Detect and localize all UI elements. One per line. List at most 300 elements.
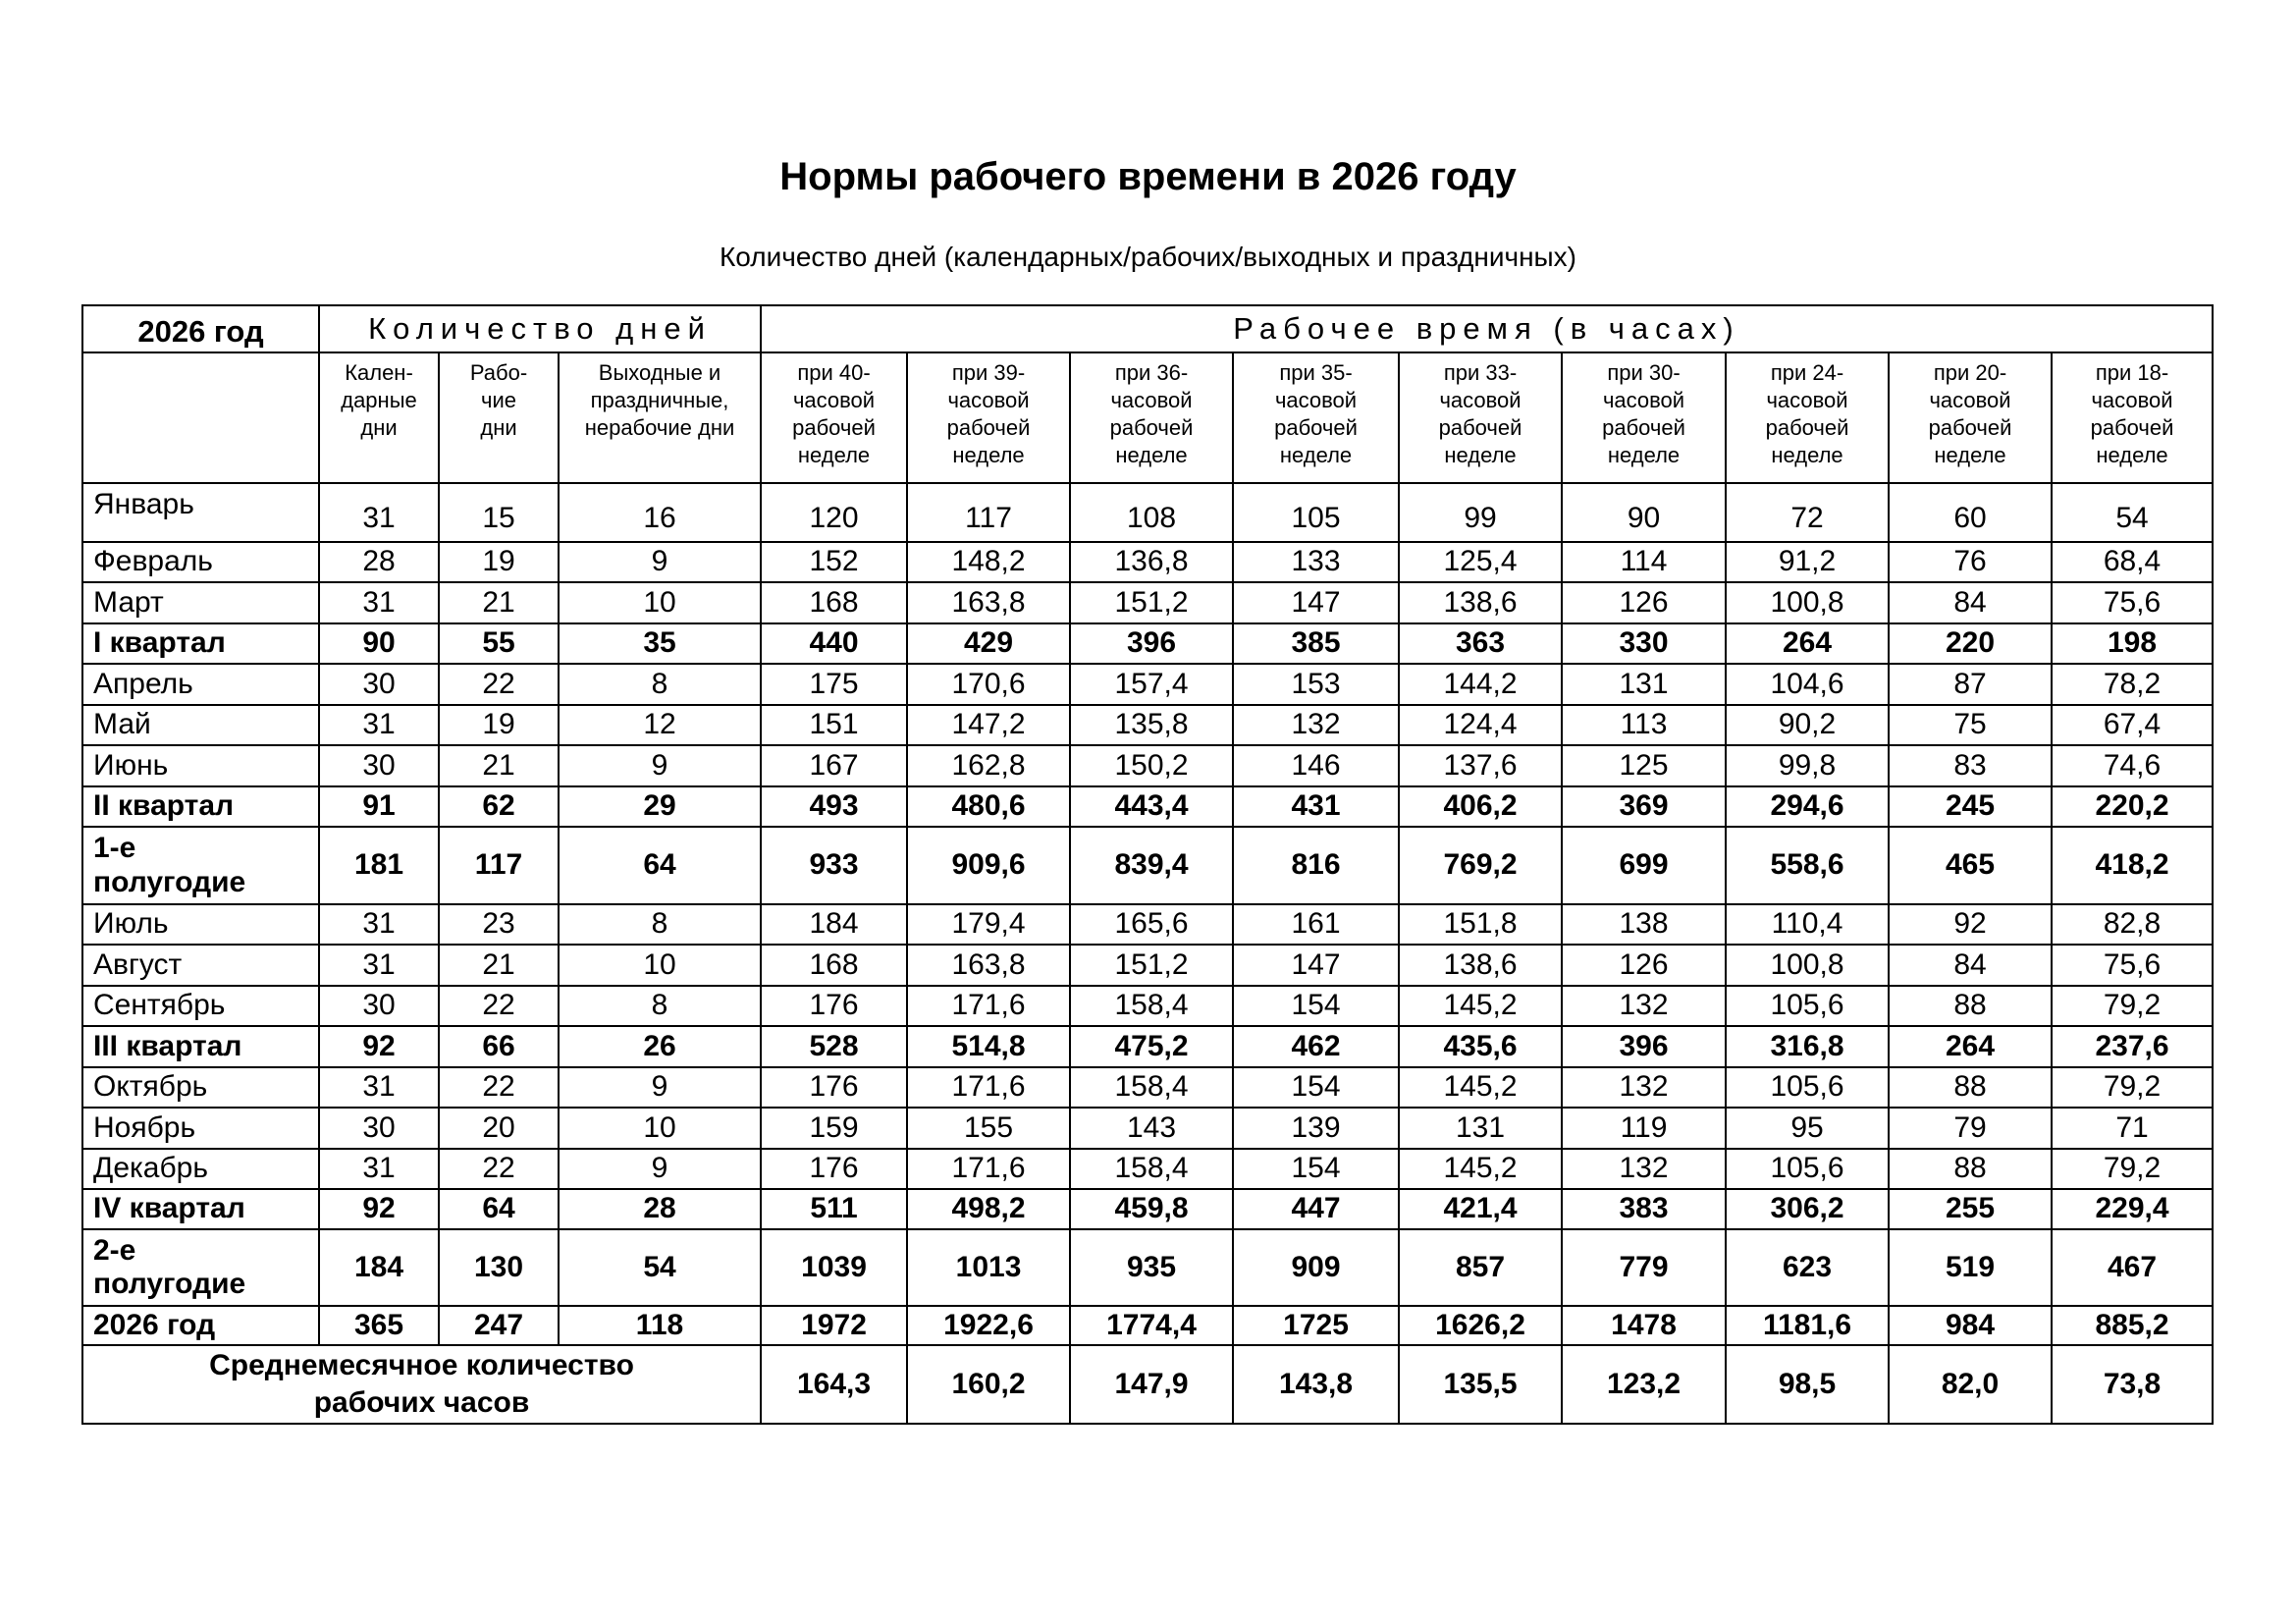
average-label-line: Среднемесячное количество bbox=[209, 1349, 634, 1381]
table-cell: 105,6 bbox=[1726, 1149, 1889, 1189]
table-row bbox=[82, 542, 2213, 582]
table-cell: 168 bbox=[761, 945, 907, 986]
header-line: неделе bbox=[1115, 443, 1188, 467]
table-cell: 316,8 bbox=[1726, 1026, 1889, 1067]
table-cell: 1774,4 bbox=[1070, 1306, 1233, 1345]
table-cell: 125,4 bbox=[1399, 542, 1562, 582]
table-cell: 126 bbox=[1562, 582, 1726, 623]
header-row-groups bbox=[82, 305, 2213, 352]
row-label-line: 2026 год bbox=[93, 1308, 216, 1341]
header-line: дни bbox=[480, 415, 517, 440]
table-cell: 21 bbox=[439, 745, 559, 786]
table-cell: 31 bbox=[319, 582, 439, 623]
table-cell: 104,6 bbox=[1726, 664, 1889, 705]
header-line: неделе bbox=[1444, 443, 1517, 467]
table-cell: 157,4 bbox=[1070, 664, 1233, 705]
table-cell: 145,2 bbox=[1399, 986, 1562, 1026]
table-row bbox=[82, 745, 2213, 786]
row-label-line: Ноябрь bbox=[93, 1110, 196, 1144]
table-cell: 23 bbox=[439, 904, 559, 945]
table-cell: 22 bbox=[439, 664, 559, 705]
table-cell: 184 bbox=[319, 1229, 439, 1306]
table-cell: 90,2 bbox=[1726, 705, 1889, 745]
table-cell: 144,2 bbox=[1399, 664, 1562, 705]
table-cell: 78,2 bbox=[2052, 664, 2213, 705]
table-cell: 88 bbox=[1889, 986, 2052, 1026]
page-title: Нормы рабочего времени в 2026 году bbox=[779, 155, 1517, 198]
row-label bbox=[82, 542, 319, 582]
table-cell: 105 bbox=[1233, 483, 1399, 542]
table-cell: 769,2 bbox=[1399, 827, 1562, 904]
row-label bbox=[82, 786, 319, 827]
table-cell: 459,8 bbox=[1070, 1189, 1233, 1229]
table-row bbox=[82, 1067, 2213, 1108]
table-cell: 175 bbox=[761, 664, 907, 705]
table-row bbox=[82, 1108, 2213, 1149]
header-line: часовой bbox=[1274, 388, 1358, 412]
header-line: рабочей bbox=[1438, 415, 1522, 440]
header-line: часовой bbox=[1766, 388, 1848, 412]
header-line: часовой bbox=[947, 388, 1030, 412]
table-cell: 35 bbox=[559, 623, 761, 664]
table-row bbox=[82, 986, 2213, 1026]
table-cell: 1478 bbox=[1562, 1306, 1726, 1345]
table-cell: 264 bbox=[1726, 623, 1889, 664]
table-cell: 84 bbox=[1889, 945, 2052, 986]
table-cell: 90 bbox=[319, 623, 439, 664]
table-cell: 179,4 bbox=[907, 904, 1070, 945]
table-cell: 237,6 bbox=[2052, 1026, 2213, 1067]
table-cell: 465 bbox=[1889, 827, 2052, 904]
header-calendar-days bbox=[319, 352, 439, 483]
table-row bbox=[82, 827, 2213, 904]
average-cell: 164,3 bbox=[761, 1345, 907, 1424]
table-cell: 108 bbox=[1070, 483, 1233, 542]
table-cell: 159 bbox=[761, 1108, 907, 1149]
average-cell: 73,8 bbox=[2052, 1345, 2213, 1424]
row-label bbox=[82, 1026, 319, 1067]
row-label-line: 2-е bbox=[93, 1233, 136, 1267]
table-cell: 1922,6 bbox=[907, 1306, 1070, 1345]
table-cell: 220,2 bbox=[2052, 786, 2213, 827]
table-cell: 31 bbox=[319, 483, 439, 542]
table-cell: 514,8 bbox=[907, 1026, 1070, 1067]
header-line: Выходные и bbox=[598, 360, 721, 385]
table-cell: 158,4 bbox=[1070, 1067, 1233, 1108]
table-cell: 421,4 bbox=[1399, 1189, 1562, 1229]
table-cell: 161 bbox=[1233, 904, 1399, 945]
table-cell: 155 bbox=[907, 1108, 1070, 1149]
table-row bbox=[82, 1149, 2213, 1189]
table-cell: 480,6 bbox=[907, 786, 1070, 827]
header-line: чие bbox=[481, 388, 516, 412]
table-row bbox=[82, 705, 2213, 745]
row-label-line: 1-е bbox=[93, 832, 136, 864]
row-label-line: Март bbox=[93, 585, 164, 619]
table-cell: 132 bbox=[1562, 1067, 1726, 1108]
table-cell: 181 bbox=[319, 827, 439, 904]
header-year-cell: 2026 год bbox=[82, 305, 319, 352]
table-cell: 385 bbox=[1233, 623, 1399, 664]
table-cell: 71 bbox=[2052, 1108, 2213, 1149]
table-cell: 76 bbox=[1889, 542, 2052, 582]
table-cell: 67,4 bbox=[2052, 705, 2213, 745]
table-cell: 138 bbox=[1562, 904, 1726, 945]
average-row bbox=[82, 1345, 2213, 1424]
table-cell: 511 bbox=[761, 1189, 907, 1229]
table-cell: 118 bbox=[559, 1306, 761, 1345]
table-cell: 117 bbox=[439, 827, 559, 904]
table-cell: 247 bbox=[439, 1306, 559, 1345]
table-cell: 10 bbox=[559, 582, 761, 623]
table-cell: 909 bbox=[1233, 1229, 1399, 1306]
table-cell: 30 bbox=[319, 664, 439, 705]
table-cell: 153 bbox=[1233, 664, 1399, 705]
table-cell: 158,4 bbox=[1070, 1149, 1233, 1189]
table-cell: 171,6 bbox=[907, 1149, 1070, 1189]
table-cell: 9 bbox=[559, 1067, 761, 1108]
table-row bbox=[82, 1026, 2213, 1067]
table-cell: 20 bbox=[439, 1108, 559, 1149]
table-cell: 31 bbox=[319, 705, 439, 745]
table-cell: 167 bbox=[761, 745, 907, 786]
row-label-line: Декабрь bbox=[93, 1152, 208, 1185]
table-cell: 95 bbox=[1726, 1108, 1889, 1149]
header-hours-column bbox=[761, 352, 907, 483]
header-line: неделе bbox=[2096, 443, 2168, 467]
table-row bbox=[82, 664, 2213, 705]
table-cell: 110,4 bbox=[1726, 904, 1889, 945]
table-cell: 75 bbox=[1889, 705, 2052, 745]
table-cell: 857 bbox=[1399, 1229, 1562, 1306]
table-cell: 92 bbox=[1889, 904, 2052, 945]
table-cell: 114 bbox=[1562, 542, 1726, 582]
table-cell: 8 bbox=[559, 986, 761, 1026]
table-cell: 28 bbox=[559, 1189, 761, 1229]
table-cell: 1039 bbox=[761, 1229, 907, 1306]
table-cell: 62 bbox=[439, 786, 559, 827]
table-cell: 9 bbox=[559, 542, 761, 582]
table-cell: 64 bbox=[439, 1189, 559, 1229]
table-cell: 75,6 bbox=[2052, 582, 2213, 623]
table-cell: 816 bbox=[1233, 827, 1399, 904]
header-hours-column bbox=[1233, 352, 1399, 483]
header-line: Рабо- bbox=[469, 360, 528, 385]
table-cell: 493 bbox=[761, 786, 907, 827]
table-cell: 88 bbox=[1889, 1067, 2052, 1108]
table-cell: 245 bbox=[1889, 786, 2052, 827]
header-line: при 30- bbox=[1607, 360, 1681, 385]
header-line: рабочей bbox=[2090, 415, 2174, 440]
table-cell: 163,8 bbox=[907, 582, 1070, 623]
table-cell: 131 bbox=[1399, 1108, 1562, 1149]
header-line: часовой bbox=[2091, 388, 2173, 412]
table-cell: 139 bbox=[1233, 1108, 1399, 1149]
table-row bbox=[82, 582, 2213, 623]
table-cell: 443,4 bbox=[1070, 786, 1233, 827]
average-cell: 123,2 bbox=[1562, 1345, 1726, 1424]
table-cell: 30 bbox=[319, 986, 439, 1026]
header-line: часовой bbox=[1439, 388, 1522, 412]
table-cell: 1626,2 bbox=[1399, 1306, 1562, 1345]
table-cell: 54 bbox=[2052, 483, 2213, 542]
table-cell: 84 bbox=[1889, 582, 2052, 623]
row-label bbox=[82, 1189, 319, 1229]
table-cell: 8 bbox=[559, 664, 761, 705]
table-cell: 154 bbox=[1233, 1149, 1399, 1189]
table-row bbox=[82, 904, 2213, 945]
table-cell: 383 bbox=[1562, 1189, 1726, 1229]
row-label-line: Октябрь bbox=[93, 1070, 208, 1104]
table-cell: 151,8 bbox=[1399, 904, 1562, 945]
table-cell: 60 bbox=[1889, 483, 2052, 542]
table-cell: 171,6 bbox=[907, 1067, 1070, 1108]
header-hours-column bbox=[1562, 352, 1726, 483]
average-cell: 147,9 bbox=[1070, 1345, 1233, 1424]
row-label-line: Февраль bbox=[93, 545, 213, 578]
table-cell: 330 bbox=[1562, 623, 1726, 664]
table-cell: 528 bbox=[761, 1026, 907, 1067]
table-cell: 21 bbox=[439, 582, 559, 623]
table-row bbox=[82, 945, 2213, 986]
header-line: нерабочие дни bbox=[584, 415, 735, 440]
table-cell: 133 bbox=[1233, 542, 1399, 582]
row-label bbox=[82, 904, 319, 945]
table-cell: 137,6 bbox=[1399, 745, 1562, 786]
table-cell: 220 bbox=[1889, 623, 2052, 664]
header-hours-column bbox=[2052, 352, 2213, 483]
table-cell: 264 bbox=[1889, 1026, 2052, 1067]
table-cell: 145,2 bbox=[1399, 1149, 1562, 1189]
table-cell: 30 bbox=[319, 745, 439, 786]
table-cell: 171,6 bbox=[907, 986, 1070, 1026]
row-label-line: Май bbox=[93, 708, 151, 741]
row-label-line: II квартал bbox=[93, 789, 235, 823]
header-line: дни bbox=[360, 415, 398, 440]
row-label-line: полугодие bbox=[93, 1268, 246, 1300]
header-line: при 20- bbox=[1933, 360, 2007, 385]
table-cell: 146 bbox=[1233, 745, 1399, 786]
table-cell: 29 bbox=[559, 786, 761, 827]
table-cell: 21 bbox=[439, 945, 559, 986]
row-label bbox=[82, 1067, 319, 1108]
header-line: неделе bbox=[1279, 443, 1353, 467]
header-working-days bbox=[439, 352, 559, 483]
table-row bbox=[82, 1306, 2213, 1345]
header-line: рабочей bbox=[1109, 415, 1194, 440]
table-cell: 105,6 bbox=[1726, 986, 1889, 1026]
header-weekend-days bbox=[559, 352, 761, 483]
table-cell: 440 bbox=[761, 623, 907, 664]
table-cell: 148,2 bbox=[907, 542, 1070, 582]
average-cell: 135,5 bbox=[1399, 1345, 1562, 1424]
table-cell: 55 bbox=[439, 623, 559, 664]
header-line: рабочей bbox=[1274, 415, 1358, 440]
table-cell: 1013 bbox=[907, 1229, 1070, 1306]
table-cell: 31 bbox=[319, 904, 439, 945]
table-cell: 26 bbox=[559, 1026, 761, 1067]
table-cell: 198 bbox=[2052, 623, 2213, 664]
average-cell: 98,5 bbox=[1726, 1345, 1889, 1424]
header-line: неделе bbox=[797, 443, 871, 467]
table-cell: 165,6 bbox=[1070, 904, 1233, 945]
header-empty-cell bbox=[82, 352, 319, 483]
table-row bbox=[82, 1229, 2213, 1306]
header-hours-group: Рабочее время (в часах) bbox=[761, 305, 2213, 352]
table-cell: 79,2 bbox=[2052, 1149, 2213, 1189]
header-hours-column bbox=[1726, 352, 1889, 483]
header-hours-column bbox=[1889, 352, 2052, 483]
table-cell: 92 bbox=[319, 1026, 439, 1067]
table-cell: 79,2 bbox=[2052, 1067, 2213, 1108]
header-days-group: Количество дней bbox=[319, 305, 761, 352]
page-subtitle: Количество дней (календарных/рабочих/выходных и праздничных) bbox=[720, 242, 1576, 272]
header-line: Кален- bbox=[345, 360, 413, 385]
table-cell: 163,8 bbox=[907, 945, 1070, 986]
table-cell: 87 bbox=[1889, 664, 2052, 705]
row-label bbox=[82, 986, 319, 1026]
header-line: праздничные, bbox=[590, 388, 729, 412]
table-cell: 1725 bbox=[1233, 1306, 1399, 1345]
average-cell: 143,8 bbox=[1233, 1345, 1399, 1424]
row-label-line: IV квартал bbox=[93, 1192, 245, 1225]
table-cell: 9 bbox=[559, 745, 761, 786]
table-cell: 105,6 bbox=[1726, 1067, 1889, 1108]
table-cell: 117 bbox=[907, 483, 1070, 542]
header-line: неделе bbox=[1771, 443, 1843, 467]
table-cell: 885,2 bbox=[2052, 1306, 2213, 1345]
header-line: неделе bbox=[952, 443, 1025, 467]
header-line: рабочей bbox=[1602, 415, 1685, 440]
table-cell: 699 bbox=[1562, 827, 1726, 904]
header-line: рабочей bbox=[792, 415, 876, 440]
table-cell: 10 bbox=[559, 1108, 761, 1149]
header-line: дарные bbox=[341, 388, 417, 412]
table-cell: 74,6 bbox=[2052, 745, 2213, 786]
table-cell: 170,6 bbox=[907, 664, 1070, 705]
working-time-norms-table bbox=[81, 304, 2214, 1425]
table-cell: 28 bbox=[319, 542, 439, 582]
row-label bbox=[82, 582, 319, 623]
table-cell: 306,2 bbox=[1726, 1189, 1889, 1229]
table-cell: 132 bbox=[1562, 1149, 1726, 1189]
table-cell: 100,8 bbox=[1726, 582, 1889, 623]
header-hours-column bbox=[1399, 352, 1562, 483]
table-cell: 779 bbox=[1562, 1229, 1726, 1306]
row-label bbox=[82, 664, 319, 705]
table-cell: 369 bbox=[1562, 786, 1726, 827]
average-label bbox=[82, 1345, 761, 1424]
table-cell: 839,4 bbox=[1070, 827, 1233, 904]
table-cell: 90 bbox=[1562, 483, 1726, 542]
table-cell: 75,6 bbox=[2052, 945, 2213, 986]
table-cell: 30 bbox=[319, 1108, 439, 1149]
row-label bbox=[82, 745, 319, 786]
table-cell: 933 bbox=[761, 827, 907, 904]
header-line: при 18- bbox=[2095, 360, 2169, 385]
table-cell: 154 bbox=[1233, 986, 1399, 1026]
table-cell: 132 bbox=[1562, 986, 1726, 1026]
table-cell: 467 bbox=[2052, 1229, 2213, 1306]
table-cell: 91,2 bbox=[1726, 542, 1889, 582]
header-line: при 36- bbox=[1114, 360, 1189, 385]
row-label bbox=[82, 1108, 319, 1149]
row-label bbox=[82, 483, 319, 542]
row-label-line: Август bbox=[93, 947, 183, 981]
row-label bbox=[82, 827, 319, 904]
header-line: рабочей bbox=[1928, 415, 2012, 440]
table-cell: 99,8 bbox=[1726, 745, 1889, 786]
table-cell: 154 bbox=[1233, 1067, 1399, 1108]
table-cell: 31 bbox=[319, 945, 439, 986]
table-cell: 66 bbox=[439, 1026, 559, 1067]
table-cell: 79 bbox=[1889, 1108, 2052, 1149]
row-label bbox=[82, 623, 319, 664]
table-cell: 365 bbox=[319, 1306, 439, 1345]
table-cell: 406,2 bbox=[1399, 786, 1562, 827]
table-cell: 984 bbox=[1889, 1306, 2052, 1345]
table-cell: 119 bbox=[1562, 1108, 1726, 1149]
table-cell: 136,8 bbox=[1070, 542, 1233, 582]
table-cell: 396 bbox=[1070, 623, 1233, 664]
table-cell: 519 bbox=[1889, 1229, 2052, 1306]
average-cell: 82,0 bbox=[1889, 1345, 2052, 1424]
header-line: при 39- bbox=[951, 360, 1026, 385]
table-cell: 10 bbox=[559, 945, 761, 986]
row-label bbox=[82, 705, 319, 745]
table-cell: 9 bbox=[559, 1149, 761, 1189]
row-label bbox=[82, 1229, 319, 1306]
table-cell: 229,4 bbox=[2052, 1189, 2213, 1229]
table-cell: 145,2 bbox=[1399, 1067, 1562, 1108]
row-label-line: Июнь bbox=[93, 748, 169, 782]
table-cell: 130 bbox=[439, 1229, 559, 1306]
table-cell: 99 bbox=[1399, 483, 1562, 542]
header-hours-column bbox=[1070, 352, 1233, 483]
table-cell: 54 bbox=[559, 1229, 761, 1306]
table-cell: 429 bbox=[907, 623, 1070, 664]
table-cell: 83 bbox=[1889, 745, 2052, 786]
table-cell: 1181,6 bbox=[1726, 1306, 1889, 1345]
table-cell: 68,4 bbox=[2052, 542, 2213, 582]
table-cell: 138,6 bbox=[1399, 582, 1562, 623]
table-cell: 176 bbox=[761, 986, 907, 1026]
table-row bbox=[82, 623, 2213, 664]
table-cell: 1972 bbox=[761, 1306, 907, 1345]
table-cell: 82,8 bbox=[2052, 904, 2213, 945]
table-cell: 447 bbox=[1233, 1189, 1399, 1229]
table-cell: 935 bbox=[1070, 1229, 1233, 1306]
header-line: при 40- bbox=[797, 360, 871, 385]
table-cell: 498,2 bbox=[907, 1189, 1070, 1229]
table-cell: 88 bbox=[1889, 1149, 2052, 1189]
table-cell: 176 bbox=[761, 1067, 907, 1108]
row-label-line: полугодие bbox=[93, 865, 246, 898]
header-hours-column bbox=[907, 352, 1070, 483]
table-cell: 132 bbox=[1233, 705, 1399, 745]
table-cell: 147,2 bbox=[907, 705, 1070, 745]
table-cell: 31 bbox=[319, 1067, 439, 1108]
table-cell: 64 bbox=[559, 827, 761, 904]
table-cell: 623 bbox=[1726, 1229, 1889, 1306]
table-cell: 124,4 bbox=[1399, 705, 1562, 745]
table-cell: 19 bbox=[439, 542, 559, 582]
row-label-line: III квартал bbox=[93, 1029, 242, 1062]
table-cell: 151 bbox=[761, 705, 907, 745]
table-cell: 152 bbox=[761, 542, 907, 582]
header-line: рабочей bbox=[1765, 415, 1849, 440]
row-label bbox=[82, 945, 319, 986]
